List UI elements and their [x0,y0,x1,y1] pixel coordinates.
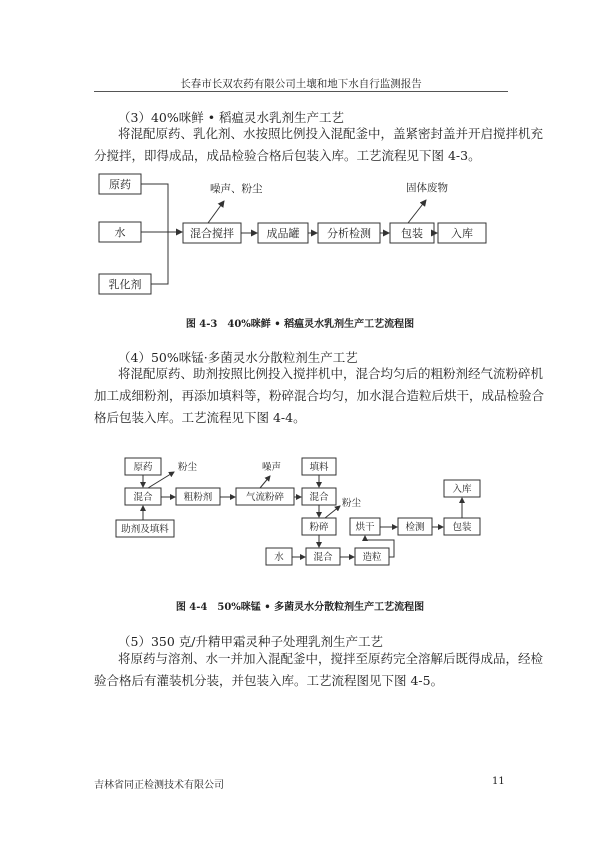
label-yuanyao: 原药 [109,178,131,191]
label-hunhe: 混合搅拌 [190,227,234,240]
flow-arrow [260,476,270,488]
figure-4-3-flowchart [90,166,510,301]
flow-arrow [325,506,340,518]
flow-arrow [141,184,168,233]
label-noise-dust: 噪声、粉尘 [210,183,263,195]
section-3-line-1: 将混配原药、乳化剂、水按照比例投入混配釜中，盖紧密封盖并开启搅拌机充 [118,126,544,141]
label-zaoli: 造粒 [362,552,382,563]
page-number: 11 [492,776,505,787]
footer-company: 吉林省同正检测技术有限公司 [94,780,224,791]
label-dust1: 粉尘 [178,462,198,473]
section-4-line-2: 加工成细粉剂，再添加填料等，粉碎混合均匀，加水混合造粒后烘干，成品检验合 [94,388,545,403]
label-qiliu: 气流粉碎 [245,492,285,503]
label-ruku: 入库 [452,484,472,495]
section-4-title: （4）50%咪锰·多菌灵水分散粒剂生产工艺 [118,350,358,365]
label-fensui: 粉碎 [309,522,329,533]
flow-arrow [408,200,426,223]
label-chengpin: 成品罐 [266,227,300,240]
label-yuanyao: 原药 [133,462,153,473]
figure-4-3-caption: 图 4-3 40%咪鲜 • 稻瘟灵水乳剂生产工艺流程图 [185,319,415,330]
label-noise: 噪声 [262,462,282,473]
label-fenxi: 分析检测 [327,227,371,240]
label-tianliao: 填料 [309,462,329,473]
label-shui: 水 [114,226,126,239]
label-hunhe2: 混合 [309,492,329,503]
header-rule [94,91,508,92]
label-ruku: 入库 [451,227,473,240]
label-zhuji: 助剂及填料 [121,524,169,535]
label-jiance: 检测 [405,522,425,533]
section-5-line-1: 将原药与溶剂、水一并加入混配釜中，搅拌至原药完全溶解后既得成品，经检 [118,651,544,666]
label-honggan: 烘干 [355,522,375,533]
section-3-title: （3）40%咪鲜 • 稻瘟灵水乳剂生产工艺 [118,110,345,125]
section-5-line-2: 验合格后有灌装机分装，并包装入库。工艺流程图见下图 4-5。 [94,673,444,688]
label-dust2: 粉尘 [342,498,362,509]
flow-arrow [208,201,224,223]
flow-arrow [151,233,168,284]
page-header: 长春市长双农药有限公司土壤和地下水自行监测报告 [180,78,422,90]
section-3-line-2: 分搅拌，即得成品，成品检验合格后包装入库。工艺流程见下图 4-3。 [94,148,481,163]
label-baozhuang: 包装 [452,522,472,533]
section-4-line-1: 将混配原药、助剂按照比例投入搅拌机中，混合均匀后的粗粉剂经气流粉碎机 [118,366,544,381]
label-solid-waste: 固体废物 [406,182,448,194]
figure-4-4-flowchart [110,450,500,580]
label-shui: 水 [274,552,284,563]
label-ruhuaji: 乳化剂 [108,278,142,291]
label-baozhuang: 包装 [401,227,423,240]
label-hunhe1: 混合 [133,492,153,503]
label-hunhe3: 混合 [313,552,333,563]
label-cufen: 粗粉剂 [183,492,213,503]
section-5-title: （5）350 克/升精甲霜灵种子处理乳剂生产工艺 [118,634,383,649]
section-4-line-3: 格后包装入库。工艺流程见下图 4-4。 [94,410,306,425]
figure-4-4-caption: 图 4-4 50%咪锰 • 多菌灵水分散粒剂生产工艺流程图 [175,602,425,613]
